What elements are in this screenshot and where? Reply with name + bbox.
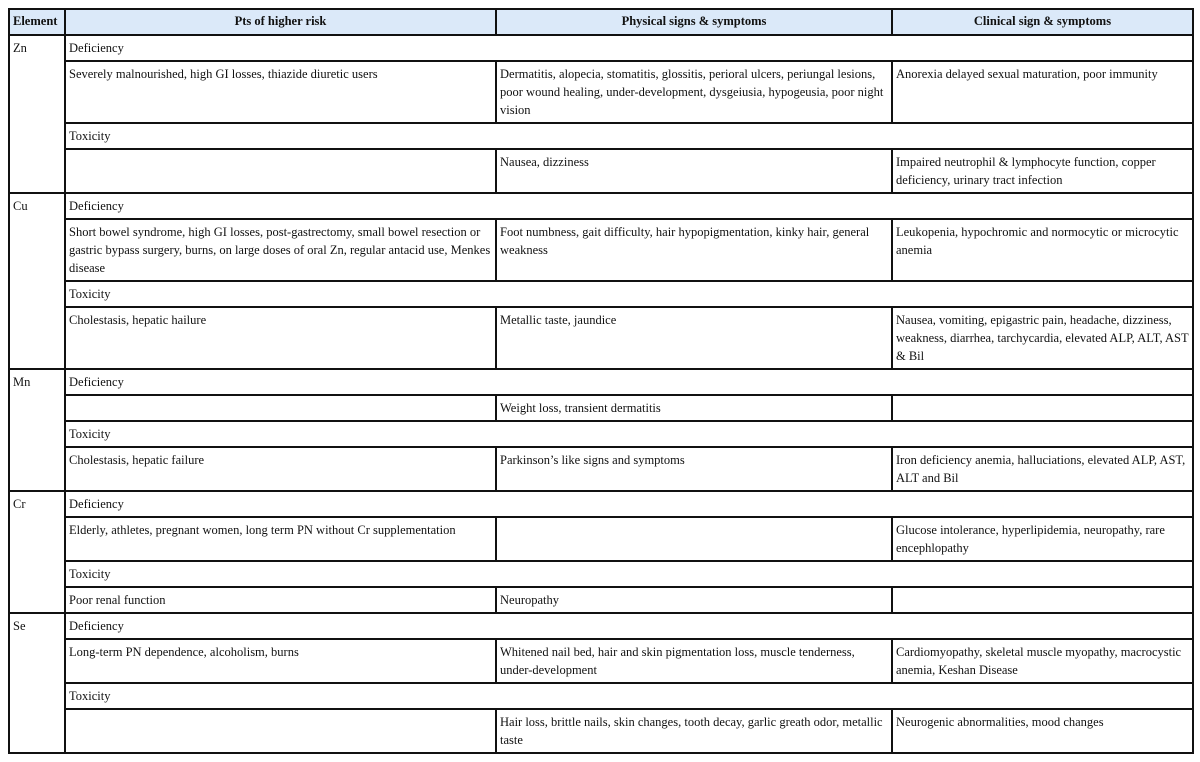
table-row — [9, 395, 1193, 421]
toxicity-label: Toxicity — [65, 123, 1193, 149]
physical-cell: Parkinson’s like signs and symptoms — [496, 447, 892, 491]
table-row — [9, 123, 1193, 149]
toxicity-label: Toxicity — [65, 561, 1193, 587]
deficiency-label: Deficiency — [65, 491, 1193, 517]
risk-cell: Severely malnourished, high GI losses, thiazide diuretic users — [65, 61, 496, 123]
table-row — [9, 709, 1193, 753]
clinical-cell: Anorexia delayed sexual maturation, poor immunity — [892, 61, 1193, 123]
table-row — [9, 561, 1193, 587]
physical-cell — [496, 517, 892, 561]
table-row — [9, 447, 1193, 491]
table-row — [9, 307, 1193, 369]
clinical-cell: Leukopenia, hypochromic and normocytic or microcytic anemia — [892, 219, 1193, 281]
risk-cell: Elderly, athletes, pregnant women, long term PN without Cr supplementation — [65, 517, 496, 561]
element-cell: Se — [9, 613, 65, 753]
table-container — [8, 8, 1194, 754]
clinical-cell: Impaired neutrophil & lymphocyte function, copper deficiency, urinary tract infection — [892, 149, 1193, 193]
table-row — [9, 61, 1193, 123]
element-cell: Mn — [9, 369, 65, 491]
clinical-cell: Cardiomyopathy, skeletal muscle myopathy, macrocystic anemia, Keshan Disease — [892, 639, 1193, 683]
table-row — [9, 587, 1193, 613]
risk-cell: Long-term PN dependence, alcoholism, burns — [65, 639, 496, 683]
risk-cell — [65, 395, 496, 421]
risk-cell: Cholestasis, hepatic failure — [65, 447, 496, 491]
physical-cell: Neuropathy — [496, 587, 892, 613]
physical-cell: Foot numbness, gait difficulty, hair hypopigmentation, kinky hair, general weakness — [496, 219, 892, 281]
physical-cell: Whitened nail bed, hair and skin pigmentation loss, muscle tenderness, under-development — [496, 639, 892, 683]
toxicity-label: Toxicity — [65, 281, 1193, 307]
deficiency-label: Deficiency — [65, 193, 1193, 219]
table-row — [9, 421, 1193, 447]
table-row — [9, 613, 1193, 639]
header-clinical: Clinical sign & symptoms — [892, 9, 1193, 35]
table-row — [9, 491, 1193, 517]
physical-cell: Nausea, dizziness — [496, 149, 892, 193]
clinical-cell: Iron deficiency anemia, halluciations, elevated ALP, AST, ALT and Bil — [892, 447, 1193, 491]
element-cell: Zn — [9, 35, 65, 193]
header-risk: Pts of higher risk — [65, 9, 496, 35]
toxicity-label: Toxicity — [65, 421, 1193, 447]
risk-cell — [65, 709, 496, 753]
element-cell: Cr — [9, 491, 65, 613]
risk-cell — [65, 149, 496, 193]
clinical-cell — [892, 587, 1193, 613]
clinical-cell: Neurogenic abnormalities, mood changes — [892, 709, 1193, 753]
trace-elements-table — [8, 8, 1194, 754]
table-row — [9, 517, 1193, 561]
risk-cell: Cholestasis, hepatic hailure — [65, 307, 496, 369]
risk-cell: Poor renal function — [65, 587, 496, 613]
table-row — [9, 683, 1193, 709]
risk-cell: Short bowel syndrome, high GI losses, post-gastrectomy, small bowel resection or gastric bypass surgery, burns, on large doses of oral Zn, regular antacid use, Menkes disease — [65, 219, 496, 281]
deficiency-label: Deficiency — [65, 613, 1193, 639]
table-row — [9, 193, 1193, 219]
table-row — [9, 369, 1193, 395]
physical-cell: Dermatitis, alopecia, stomatitis, glossitis, perioral ulcers, periungal lesions, poor wound healing, under-development, dysgeiusia, hypogeusia, poor night vision — [496, 61, 892, 123]
header-row — [9, 9, 1193, 35]
header-element: Element — [9, 9, 65, 35]
physical-cell: Metallic taste, jaundice — [496, 307, 892, 369]
table-row — [9, 639, 1193, 683]
clinical-cell: Nausea, vomiting, epigastric pain, headache, dizziness, weakness, diarrhea, tarchycardia, elevated ALP, ALT, AST & Bil — [892, 307, 1193, 369]
clinical-cell — [892, 395, 1193, 421]
deficiency-label: Deficiency — [65, 369, 1193, 395]
header-physical: Physical signs & symptoms — [496, 9, 892, 35]
clinical-cell: Glucose intolerance, hyperlipidemia, neuropathy, rare encephlopathy — [892, 517, 1193, 561]
element-cell: Cu — [9, 193, 65, 369]
table-row — [9, 219, 1193, 281]
table-row — [9, 149, 1193, 193]
physical-cell: Weight loss, transient dermatitis — [496, 395, 892, 421]
table-row — [9, 35, 1193, 61]
toxicity-label: Toxicity — [65, 683, 1193, 709]
table-row — [9, 281, 1193, 307]
deficiency-label: Deficiency — [65, 35, 1193, 61]
physical-cell: Hair loss, brittle nails, skin changes, tooth decay, garlic greath odor, metallic taste — [496, 709, 892, 753]
